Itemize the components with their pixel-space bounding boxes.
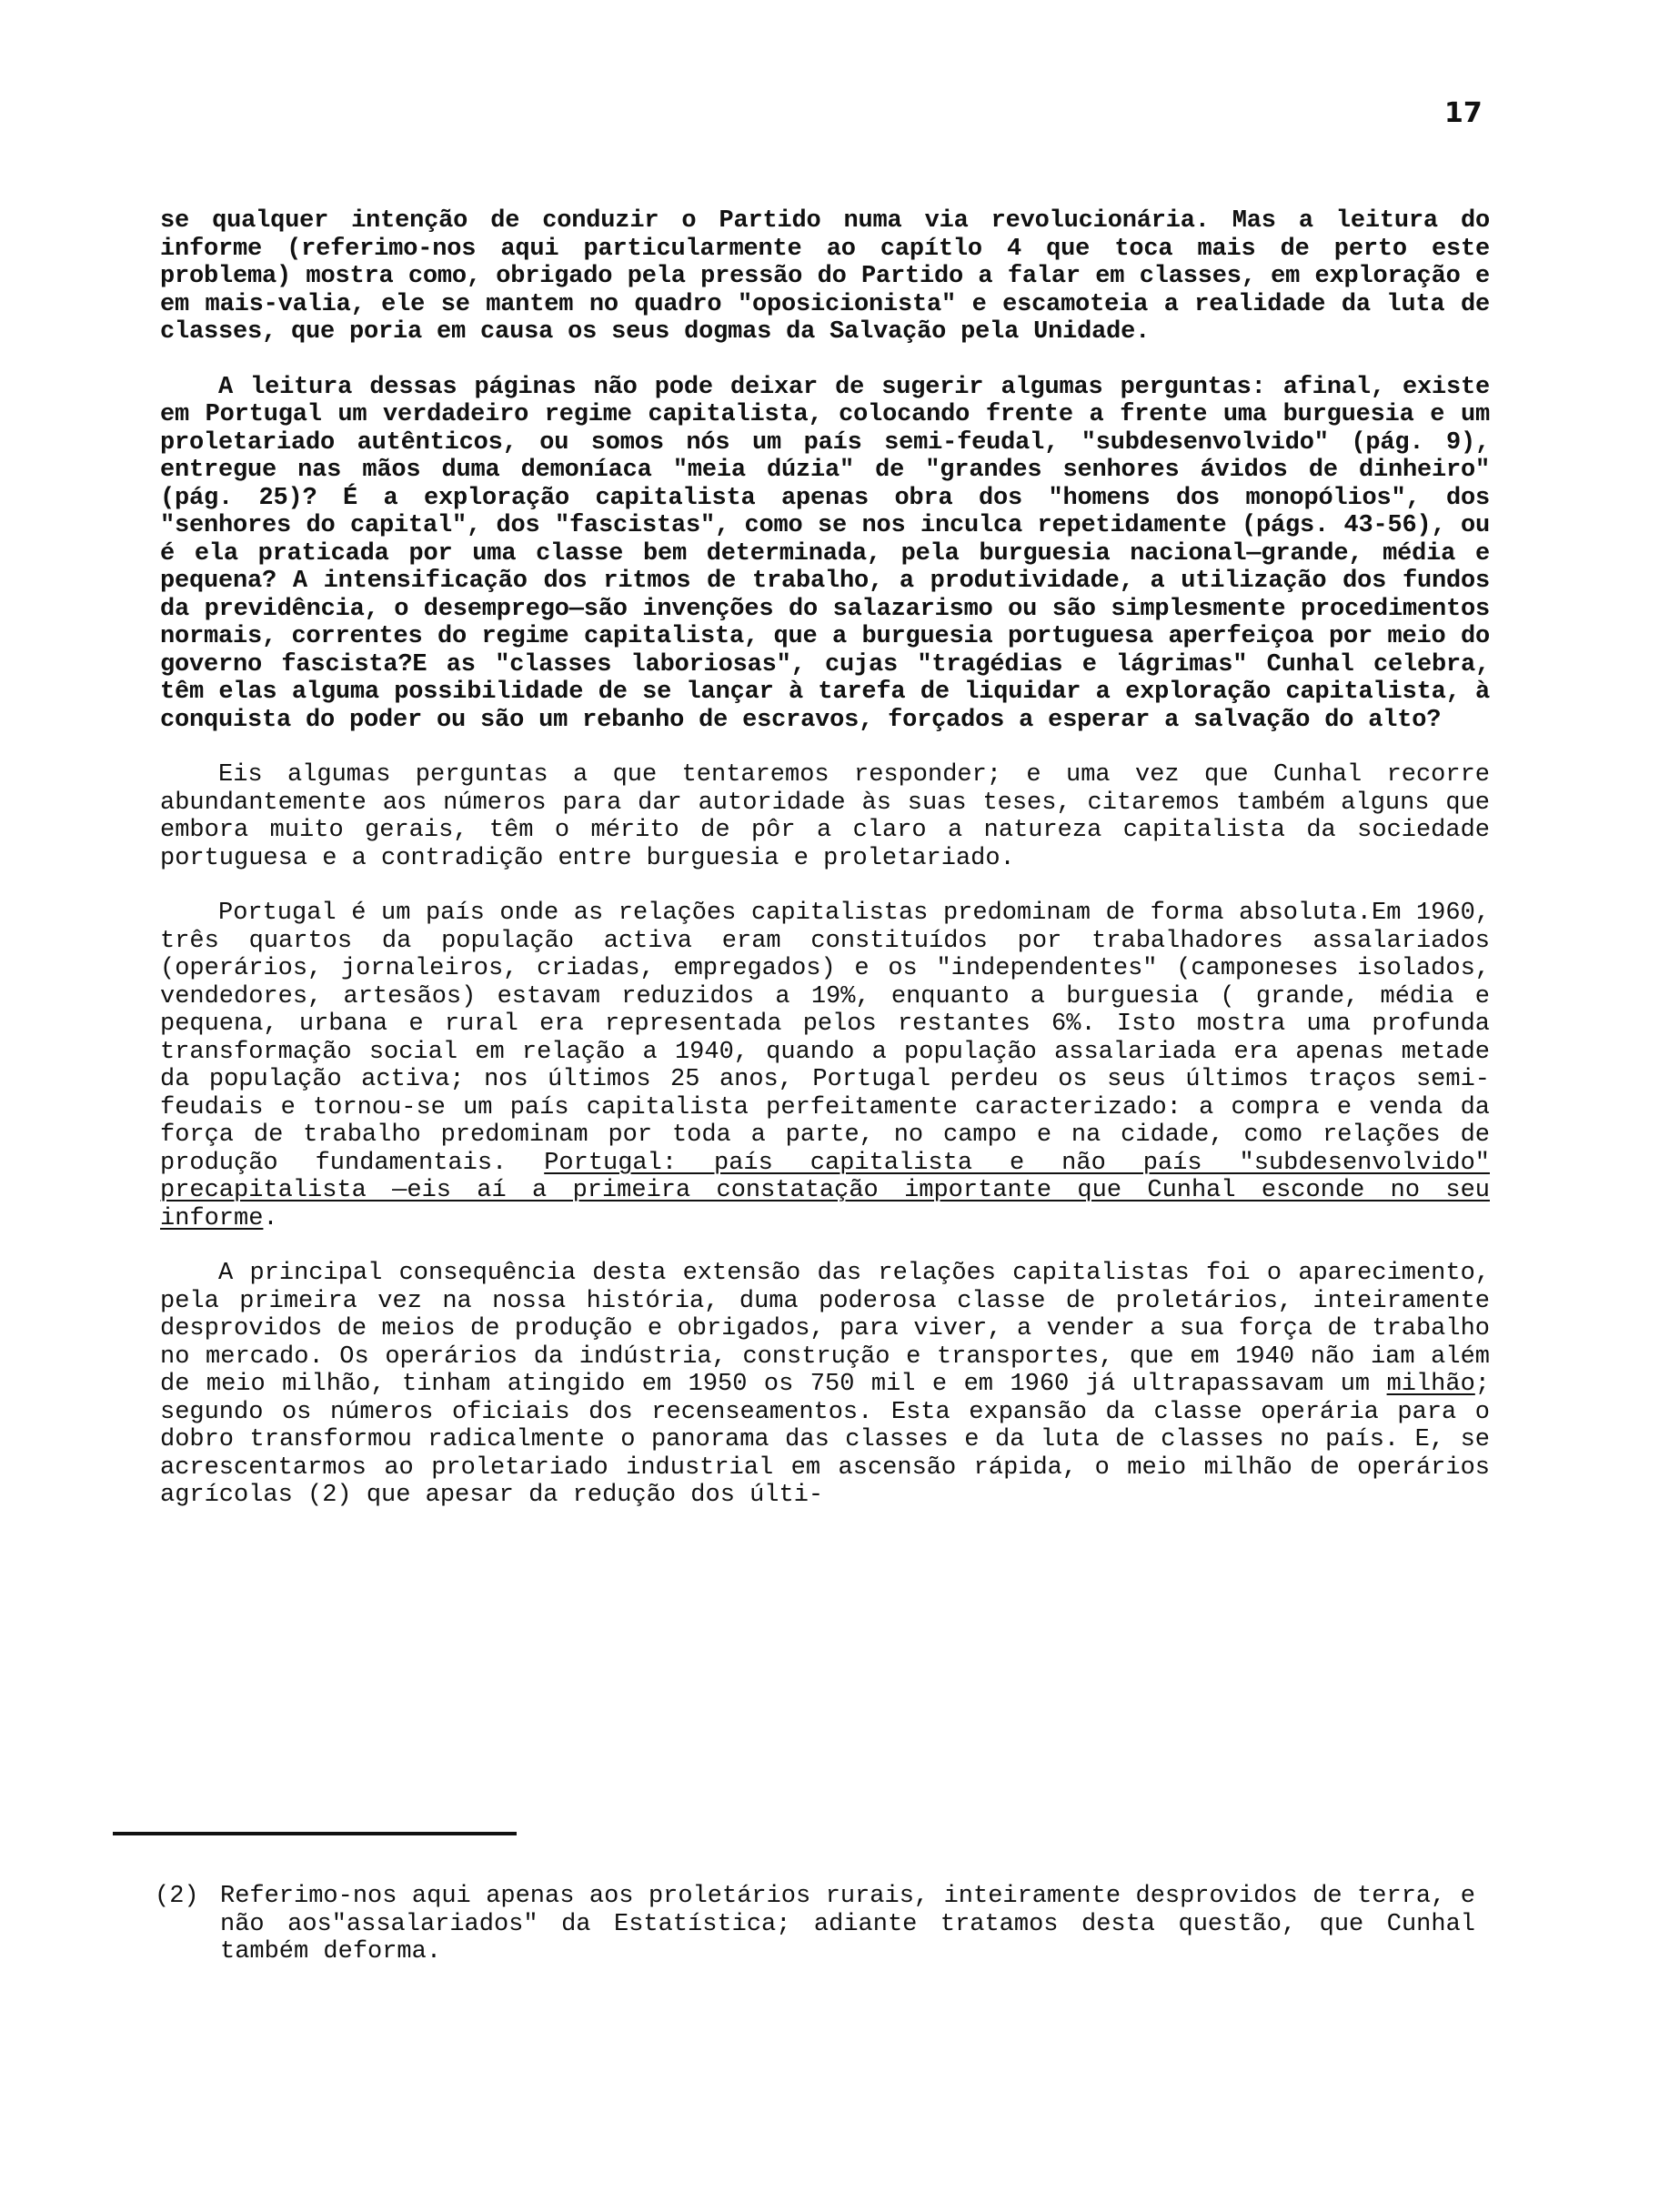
paragraph-4 bbox=[160, 900, 1490, 1232]
underlined-word: milhão bbox=[1386, 1371, 1475, 1398]
paragraph-5-end: ; segundo os números oficiais dos recenseamentos. Esta expansão da classe operária para o dobro transformou radicalmente o panorama das classes e da luta de classes no país. E, se acrescentarmos ao proletariado industrial em ascensão rápida, o meio milhão de operários agrícolas (2) que apesar da redução dos últi- bbox=[160, 1371, 1490, 1509]
footnote-marker: (2) bbox=[155, 1883, 199, 1910]
paragraph-4-end: . bbox=[263, 1204, 278, 1232]
paragraph-2 bbox=[160, 374, 1490, 735]
footnote bbox=[155, 1883, 1475, 1966]
paragraph-1 bbox=[160, 207, 1490, 347]
paragraph-4-text: Portugal é um país onde as relações capitalistas predominam de forma absoluta.Em 1960, três quartos da população activa eram constituídos por trabalhadores assalariados (operários, jornaleiros, criadas, empregados) e os "independentes" (camponeses isolados, vendedores, artesãos) estavam reduzidos a 19%, enquanto a burguesia ( grande, média e pequena, urbana e rural era representada pelos restantes 6%. Isto mostra uma profunda transformação social em relação a 1940, quando a população assalariada era apenas metade da população activa; nos últimos 25 anos, Portugal perdeu os seus últimos traços semi-feudais e tornou-se um país capitalista perfeitamente caracterizado: a compra e venda da força de trabalho predominam por toda a parte, no campo e na cidade, como relações de produção fundamentais. bbox=[160, 900, 1490, 1177]
footnote-text: Referimo-nos aqui apenas aos proletários rurais, inteiramente desprovidos de terra, e não aos"assalariados" da Estatística; adiante tratamos desta questão, que Cunhal também deforma. bbox=[220, 1883, 1475, 1966]
underlined-statement: Portugal: país capitalista e não país "subdesenvolvido" precapitalista —eis aí a primeira constatação importante que Cunhal esconde no seu informe bbox=[160, 1149, 1490, 1232]
body-text bbox=[160, 207, 1490, 1510]
paragraph-3 bbox=[160, 761, 1490, 872]
footnote-separator bbox=[113, 1832, 517, 1835]
page-number: 17 bbox=[1444, 97, 1483, 129]
paragraph-2-text: A leitura dessas páginas não pode deixar de sugerir algumas perguntas: afinal, existe em Portugal um verdadeiro regime capitalista, colocando frente a frente uma burguesia e um proletariado autênticos, ou somos nós um país semi-feudal, "subdesenvolvido" (pág. 9), entregue nas mãos duma demoníaca "meia dúzia" de "grandes senhores ávidos de dinheiro" (pág. 25)? É a exploração capitalista apenas obra dos "homens dos monopólios", dos "senhores do capital", dos "fascistas", como se nos inculca repetidamente (págs. 43-56), ou é ela praticada por uma classe bem determinada, pela burguesia nacional—grande, média e pequena? A intensificação dos ritmos de trabalho, a produtividade, a utilização dos fundos da previdência, o desemprego—são invenções do salazarismo ou são simplesmente procedimentos normais, correntes do regime capitalista, que a burguesia portuguesa aperfeiçoa por meio do governo fascista?E as "classes laboriosas", cujas "tragédias e lágrimas" Cunhal celebra, têm elas alguma possibilidade de se lançar à tarefa de liquidar a exploração capitalista, à conquista do poder ou são um rebanho de escravos, forçados a esperar a salvação do alto? bbox=[160, 373, 1490, 734]
paragraph-3-text: Eis algumas perguntas a que tentaremos responder; e uma vez que Cunhal recorre abundantemente aos números para dar autoridade às suas teses, citaremos também alguns que embora muito gerais, têm o mérito de pôr a claro a natureza capitalista da sociedade portuguesa e a contradição entre burguesia e proletariado. bbox=[160, 761, 1490, 872]
paragraph-5 bbox=[160, 1260, 1490, 1510]
paragraph-1-text: se qualquer intenção de conduzir o Partido numa via revolucionária. Mas a leitura do informe (referimo-nos aqui particularmente ao capítlo 4 que toca mais de perto este problema) mostra como, obrigado pela pressão do Partido a falar em classes, em exploração e em mais-valia, ele se mantem no quadro "oposicionista" e escamoteia a realidade da luta de classes, que poria em causa os seus dogmas da Salvação pela Unidade. bbox=[160, 207, 1490, 346]
paragraph-5-text: A principal consequência desta extensão das relações capitalistas foi o aparecimento, pela primeira vez na nossa história, duma poderosa classe de proletários, inteiramente desprovidos de meios de produção e obrigados, para viver, a vender a sua força de trabalho no mercado. Os operários da indústria, construção e transportes, que em 1940 não iam além de meio milhão, tinham atingido em 1950 os 750 mil e em 1960 já ultrapassavam um bbox=[160, 1260, 1490, 1398]
